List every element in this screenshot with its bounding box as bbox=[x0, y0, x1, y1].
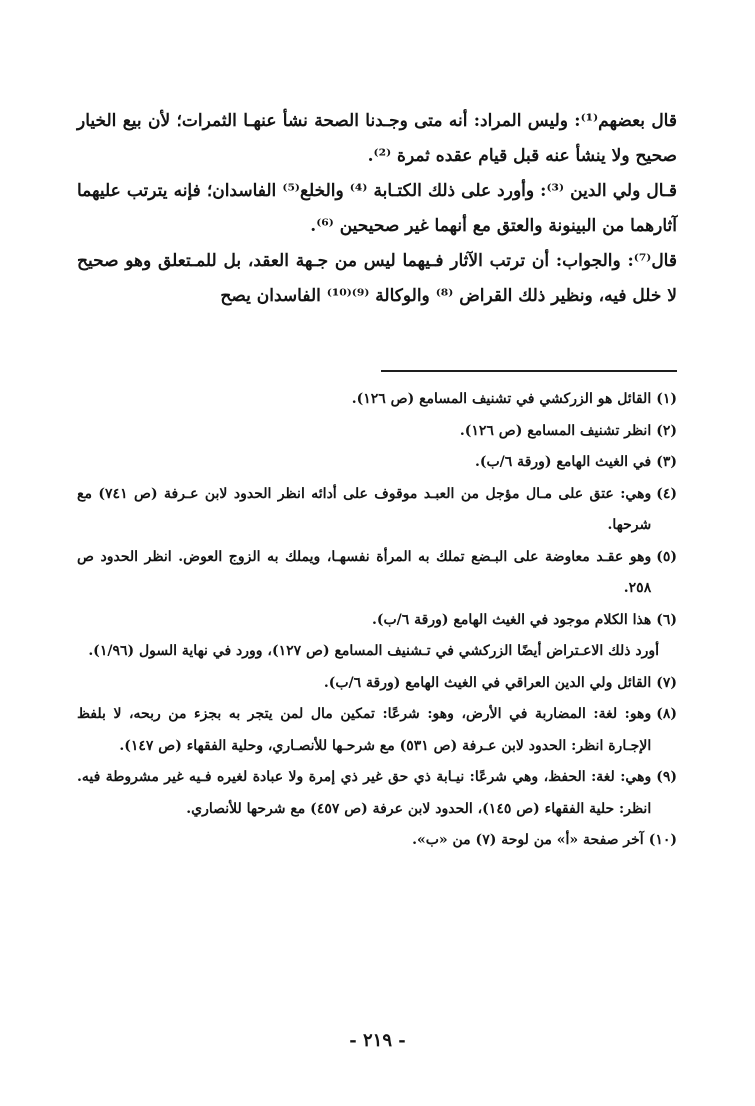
main-text bbox=[77, 104, 677, 314]
footnote-text: هذا الكلام موجود في الغيث الهامع (ورقة ٦/ب). bbox=[371, 611, 652, 628]
footnote-number: (٤) bbox=[656, 485, 677, 502]
footnote-text: في الغيث الهامع (ورقة ٦/ب). bbox=[474, 454, 652, 470]
footnote-text: وهي: عتق على مـال مؤجل من العبـد موقوف على أدائه انظر الحدود لابن عـرفة (ص ٧٤١) مع شرحها. bbox=[77, 485, 652, 533]
footnote-text: وهو: لغة: المضاربة في الأرض، وهو: شرعًا: تمكين مال لمن يتجر به بجزء من ربحه، لا بلفظ الإجـارة انظر: الحدود لابن عـرفة (ص ٥٣١) مع شرحـها للأنصـاري، وحلية الفقهاء (ص ١٤٧). bbox=[77, 706, 652, 754]
footnote-number: (١٠) bbox=[648, 832, 677, 848]
footnote-number: (٩) bbox=[656, 769, 677, 785]
footnote bbox=[77, 542, 677, 605]
footnote-text: وهو عقـد معاوضة على البـضع تملك به المرأة نفسهـا، ويملك به الزوج العوض. انظر الحدود ص ٢٥٨. bbox=[77, 548, 652, 596]
footnote-number: (١) bbox=[656, 391, 677, 407]
footnote-number: (٦) bbox=[656, 611, 677, 628]
footnote-text: القائل هو الزركشي في تشنيف المسامع (ص ١٢٦). bbox=[351, 391, 652, 407]
paragraph: قال بعضهم⁽¹⁾: وليس المراد: أنه متى وجـدنا الصحة نشأ عنهـا الثمرات؛ لأن بيع الخيار صحيح ولا ينشأ عنه قبل قيام عقده ثمرة ⁽²⁾. bbox=[77, 111, 677, 166]
page-number: - ٢١٩ - bbox=[349, 1030, 406, 1051]
footnote bbox=[77, 416, 677, 448]
footnote-number: (٣) bbox=[656, 454, 677, 470]
footnote bbox=[77, 479, 677, 542]
footnote bbox=[77, 668, 677, 700]
footnote-continuation: أورد ذلك الاعـتراض أيضًا الزركشي في تـشنيف المسامع (ص ١٢٧)، وورد في نهاية السول (١/٩٦). bbox=[88, 643, 659, 659]
footnote bbox=[77, 447, 677, 479]
footnote bbox=[77, 762, 677, 825]
paragraph: قال⁽⁷⁾: والجواب: أن ترتب الآثار فـيهما ليس من جـهة العقد، بل للمـتعلق وهو صحيح لا خلل فيه، ونظير ذلك القراض ⁽⁸⁾ والوكالة ⁽⁹⁾⁽¹⁰⁾ الفاسدان يصح bbox=[77, 251, 677, 306]
footnote bbox=[77, 825, 677, 857]
footnotes bbox=[77, 384, 677, 857]
footnote bbox=[77, 605, 677, 637]
footnote-text: القائل ولي الدين العراقي في الغيث الهامع (ورقة ٦/ب). bbox=[323, 674, 652, 691]
footnote-text: وهي: لغة: الحفظ، وهي شرعًا: نيـابة ذي حق غير ذي إمرة ولا عبادة لغيره فـيه غير مشروطة فيه. انظر: حلية الفقهاء (ص ١٤٥)، الحدود لابن عرفة (ص ٤٥٧) مع شرحها للأنصاري. bbox=[77, 769, 652, 817]
footnote-number: (٧) bbox=[656, 674, 677, 691]
footnote-number: (٥) bbox=[656, 548, 677, 565]
footnote bbox=[77, 699, 677, 762]
footnote-number: (٨) bbox=[656, 706, 677, 722]
footnote-number: (٢) bbox=[656, 422, 677, 439]
paragraph: قـال ولي الدين ⁽³⁾: وأورد على ذلك الكتـابة ⁽⁴⁾ والخلع⁽⁵⁾ الفاسدان؛ فإنه يترتب عليهما آثارهما من البينونة والعتق مع أنهما غير صحيحين ⁽⁶⁾. bbox=[77, 181, 677, 236]
footnote-separator bbox=[381, 370, 677, 372]
footnote-text: انظر تشنيف المسامع (ص ١٢٦). bbox=[459, 422, 652, 439]
footnote-text: آخر صفحة «أ» من لوحة (٧) من «ب». bbox=[412, 832, 644, 848]
footnote bbox=[77, 384, 677, 416]
